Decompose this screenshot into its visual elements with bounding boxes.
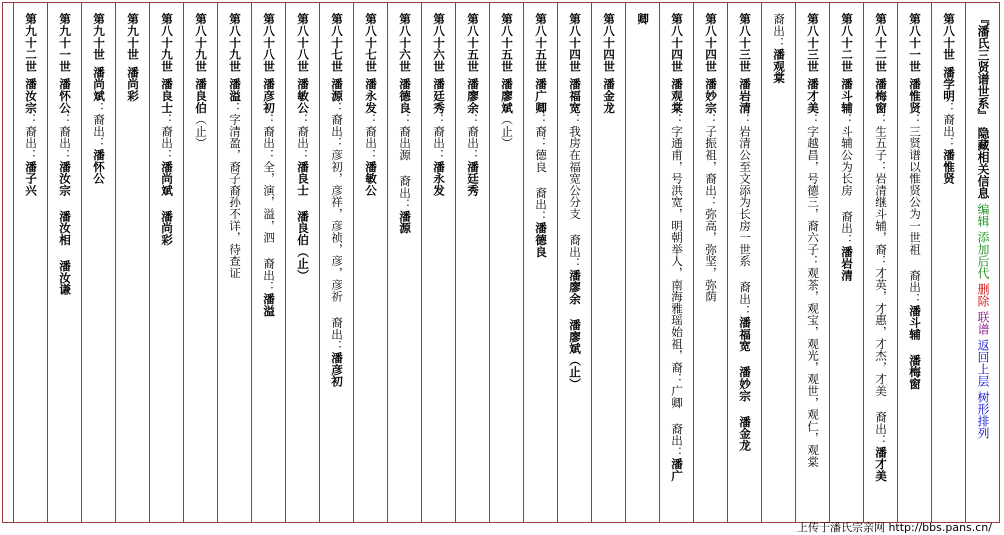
entry-description: ：我房在福宽公分支 裔出： [568, 113, 582, 270]
person-name: 潘尚彩 [126, 66, 140, 102]
generation-entry [727, 3, 761, 522]
merge-genealogy-link[interactable]: 联谱 [976, 311, 990, 335]
person-name: 潘廖余 [466, 78, 480, 114]
generation-label: 第八十四世 [568, 13, 582, 72]
descendant-names: 潘岩清 [840, 245, 854, 282]
add-descendants-link[interactable]: 添加后代 [976, 231, 990, 279]
generation-entry [353, 3, 387, 522]
tree-view-link[interactable]: 树形排列 [976, 391, 990, 439]
generation-label: 第八十世 [942, 13, 956, 61]
descendant-names: 潘廖余 潘廖斌（止） [568, 269, 582, 390]
descendant-names: 潘斗辅 潘梅窗 [908, 304, 922, 390]
person-name: 潘良伯 [194, 78, 208, 114]
generation-label: 第八十三世 [806, 13, 820, 72]
person-name: 潘敏公 [296, 78, 310, 114]
descendant-names: 潘尚斌 潘尚彩 [160, 160, 174, 246]
descendant-names: 潘永发 [432, 160, 446, 197]
entry-description: ：裔出： [466, 113, 480, 161]
delete-link[interactable]: 删除 [976, 283, 990, 307]
person-name: 潘福宽 [568, 78, 582, 114]
generation-entry [251, 3, 285, 522]
generation-entry [115, 3, 149, 522]
header-column [965, 3, 999, 522]
generation-label: 第八十二世 [874, 13, 888, 72]
person-name: 潘汝宗 [24, 78, 38, 114]
entry-description: ：裔出： [24, 113, 38, 161]
generation-entry [863, 3, 897, 522]
generation-entry [455, 3, 489, 522]
generation-entry [829, 3, 863, 522]
entry-description: ：裔出： [296, 113, 310, 161]
person-name: 潘永发 [364, 78, 378, 114]
descendant-names: 潘子兴 [24, 160, 38, 197]
entry-description: ：裔出： [942, 101, 956, 149]
descendant-names: 潘良士 潘良伯（止） [296, 160, 310, 282]
person-name: 潘尚斌 [92, 66, 106, 102]
generation-label: 第八十七世 [330, 13, 344, 72]
entry-description: ：裔出源 裔出： [398, 113, 412, 211]
generation-entry [0, 3, 13, 522]
generation-entry [591, 3, 625, 522]
generation-entry [217, 3, 251, 522]
generation-entry [625, 3, 659, 522]
generation-label: 第八十六世 [398, 13, 412, 72]
generation-entry [47, 3, 81, 522]
edit-link[interactable]: 编辑 [976, 203, 990, 227]
person-name: 潘怀公 [58, 78, 72, 114]
entry-description: ：字越昌，号德三，裔六子：观茶，观宝，观光，观世，观仁，观棠 [806, 113, 820, 468]
entry-description: ：子振祖，裔出：弥高，弥坚，弥荫 [704, 113, 718, 303]
generation-label: 第八十九世 [160, 13, 174, 72]
entry-description: 裔出： [772, 13, 786, 49]
person-name: 潘廷秀 [432, 78, 446, 114]
descendant-names: 潘源 [398, 210, 412, 234]
generation-entry [421, 3, 455, 522]
back-up-link[interactable]: 返回上层 [976, 339, 990, 387]
generation-label: 第八十二世 [840, 13, 854, 72]
person-name: 潘岩清 [738, 78, 752, 114]
descendant-names: 潘惟贤 [942, 148, 956, 185]
descendant-names: 潘才美 [874, 446, 888, 482]
person-name: 潘彦初 [262, 78, 276, 114]
generation-label: 第九十一世 [58, 13, 72, 72]
entry-description: ：字通甫，号洪宽，明朝举人，南海雅瑶始祖，裔：广卿 裔出： [670, 113, 684, 459]
person-name: 潘惟贤 [908, 78, 922, 114]
generation-label: 第八十一世 [908, 13, 922, 72]
descendant-names: 潘汝宗 潘汝相 潘汝谦 [58, 160, 72, 296]
generation-entry [557, 3, 591, 522]
generation-entry [387, 3, 421, 522]
descendant-names: 潘廷秀 [466, 160, 480, 197]
generation-entry [523, 3, 557, 522]
person-name: 潘德良 [398, 78, 412, 114]
generation-label: 第八十五世 [500, 13, 514, 72]
generation-label: 第八十五世 [534, 13, 548, 72]
generation-entry [183, 3, 217, 522]
generation-label: 第八十四世 [704, 13, 718, 72]
person-name: 潘源 [330, 78, 344, 102]
generation-label: 第八十九世 [228, 13, 242, 72]
generation-entry [897, 3, 931, 522]
generation-label: 第八十九世 [194, 13, 208, 72]
page-title: 『潘氏三贤谱世系』 [976, 13, 990, 121]
generation-entry [13, 3, 47, 522]
person-name: 潘溢 [228, 78, 242, 102]
generation-label: 第八十四世 [602, 13, 616, 72]
entry-description: ：裔出： [432, 113, 446, 161]
entry-description: （止） [500, 113, 514, 149]
generation-label: 第八十四世 [670, 13, 684, 72]
entry-description: ：裔：德良 裔出： [534, 113, 548, 223]
person-name: 潘妙宗 [704, 78, 718, 114]
entry-description: ：字清盈，裔子裔孙不详，待查证 [228, 101, 242, 279]
upload-footer: 上传于潘氏宗亲网 http://bbs.pans.cn/ [796, 521, 992, 534]
generation-label: 第八十八世 [262, 13, 276, 72]
entry-description: ：裔出：全，演，溢，泗 裔出： [262, 113, 276, 293]
generation-entry [149, 3, 183, 522]
person-name: 潘广卿 [534, 78, 548, 114]
entry-description: ：裔出： [58, 113, 72, 161]
person-name: 潘观棠 [670, 78, 684, 114]
descendant-names: 潘怀公 [92, 148, 106, 185]
person-name: 潘良士 [160, 78, 174, 114]
person-name: 潘才美 [806, 78, 820, 114]
generation-label: 第八十六世 [432, 13, 446, 72]
hide-info-link[interactable]: 隐藏相关信息 [976, 127, 990, 199]
genealogy-frame [2, 2, 1000, 523]
person-name: 潘金龙 [602, 78, 616, 114]
entry-description: ：裔出：彦初，彦祥，彦祯，彦，彦祈 裔出： [330, 101, 344, 352]
generation-label: 第八十三世 [738, 13, 752, 72]
generation-entry [795, 3, 829, 522]
genealogy-columns [3, 3, 999, 522]
generation-label: 第九十二世 [24, 13, 38, 72]
person-name: 潘廖斌 [500, 78, 514, 114]
person-name: 潘斗辅 [840, 78, 854, 114]
descendant-names: 潘观棠 [772, 48, 786, 84]
entry-description: （止） [194, 113, 208, 149]
generation-entry [659, 3, 693, 522]
generation-entry [489, 3, 523, 522]
descendant-names: 潘广 [670, 458, 684, 482]
generation-entry [931, 3, 965, 522]
generation-entry [761, 3, 795, 522]
descendant-names: 潘福宽 潘妙宗 潘金龙 [738, 316, 752, 452]
entry-description: ：裔出： [92, 101, 106, 149]
descendant-names: 潘德良 [534, 222, 548, 258]
generation-entry [693, 3, 727, 522]
generation-entry [319, 3, 353, 522]
entry-description: ：裔出： [364, 113, 378, 161]
entry-description: ：生五子：岩清继斗辅，裔：才英，才惠，才杰，才美 裔出： [874, 113, 888, 447]
entry-description: ：三贤谱以惟贤公为一世祖 裔出： [908, 113, 922, 305]
descendant-names: 潘彦初 [330, 351, 344, 388]
generation-label: 第九十世 [92, 13, 106, 61]
generation-label: 第八十五世 [466, 13, 480, 72]
generation-entry [81, 3, 115, 522]
generation-label: 第九十世 [126, 13, 140, 61]
entry-description: ：斗辅公为长房 裔出： [840, 113, 854, 246]
action-links [976, 203, 990, 439]
descendant-names: 潘溢 [262, 292, 276, 317]
person-name: 潘学明 [942, 66, 956, 102]
person-name: 潘梅窗 [874, 78, 888, 114]
generation-label: 第八十八世 [296, 13, 310, 72]
generation-label: 第八十七世 [364, 13, 378, 72]
descendant-names: 潘敏公 [364, 160, 378, 197]
person-name: 卿 [636, 13, 650, 25]
generation-entry [285, 3, 319, 522]
entry-description: ：裔出： [160, 113, 174, 161]
entry-description: ：岩清公至文添为长房一世系 裔出： [738, 113, 752, 317]
